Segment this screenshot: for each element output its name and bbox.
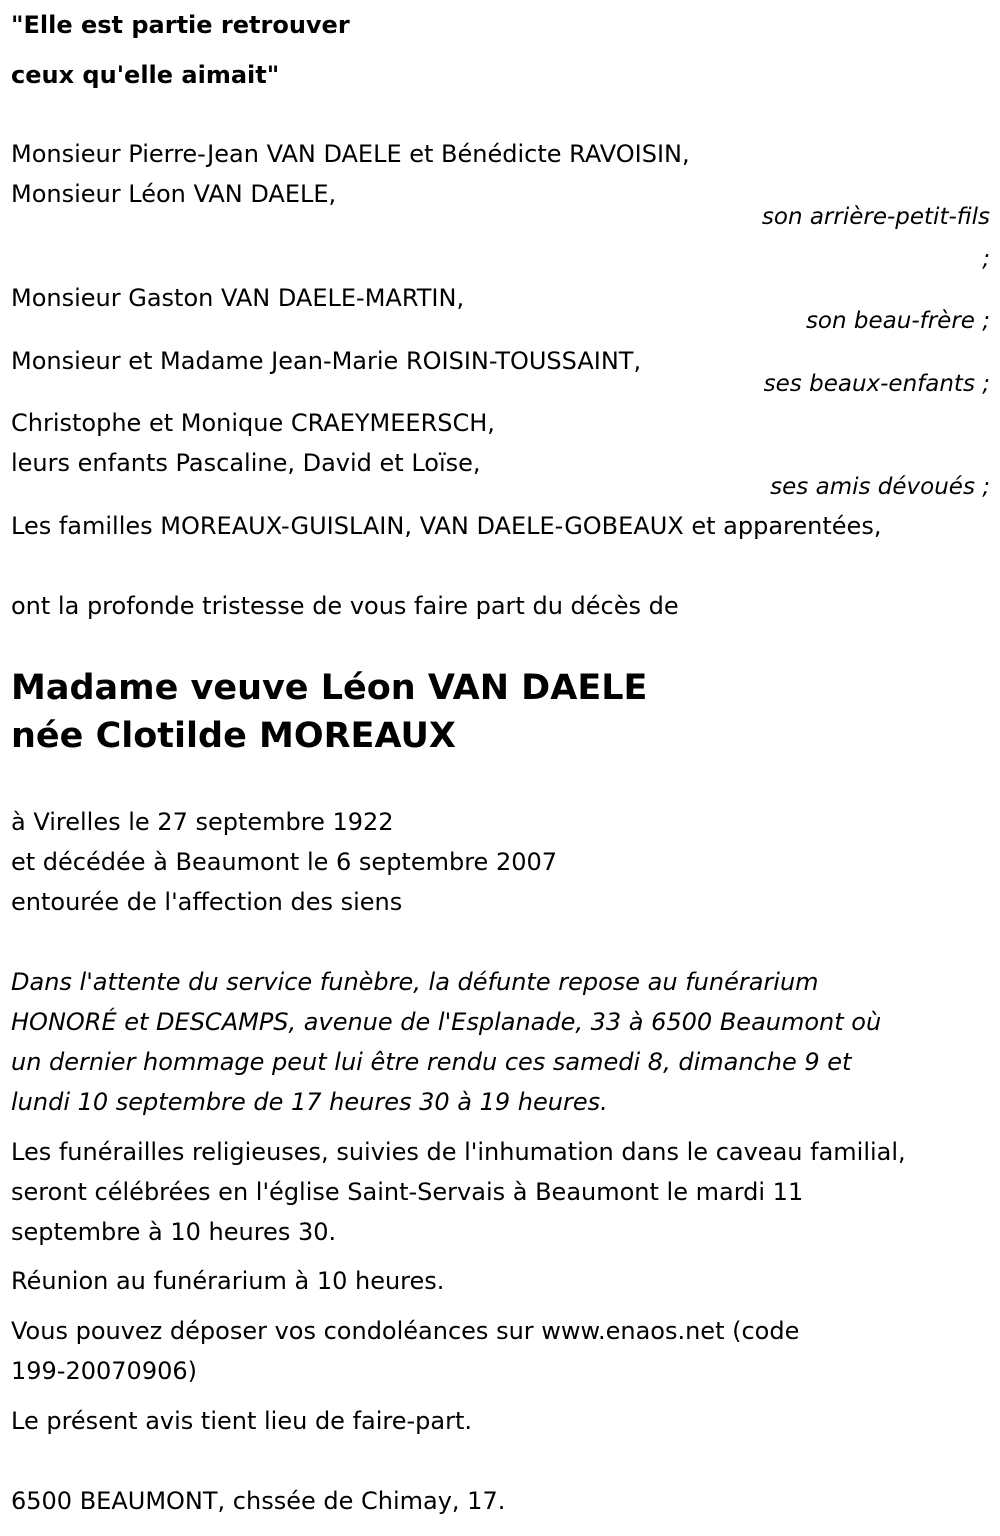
notice-line: Le présent avis tient lieu de faire-part. xyxy=(11,1407,473,1435)
family-group4-line-1: Christophe et Monique CRAEYMEERSCH, xyxy=(11,409,495,437)
deceased-name-line-1: Madame veuve Léon VAN DAELE xyxy=(11,668,648,708)
visitation-line-2: HONORÉ et DESCAMPS, avenue de l'Esplanade, 33 à 6500 Beaumont où xyxy=(11,1008,882,1036)
role-devoted-friends: ses amis dévoués ; xyxy=(770,474,990,500)
family-group1-line-1: Monsieur Pierre-Jean VAN DAELE et Bénédicte RAVOISIN, xyxy=(11,140,690,168)
condolences-line-1: Vous pouvez déposer vos condoléances sur www.enaos.net (code xyxy=(11,1317,800,1345)
birth-line: à Virelles le 27 septembre 1922 xyxy=(11,808,394,836)
visitation-line-1: Dans l'attente du service funèbre, la défunte repose au funérarium xyxy=(11,968,819,996)
quote-line-2: ceux qu'elle aimait" xyxy=(11,61,280,89)
family-group5-line: Les familles MOREAUX-GUISLAIN, VAN DAELE-GOBEAUX et apparentées, xyxy=(11,512,882,540)
death-line: et décédée à Beaumont le 6 septembre 2007 xyxy=(11,848,558,876)
role-great-grandson: son arrière-petit-fils xyxy=(761,204,990,230)
announcement-text: ont la profonde tristesse de vous faire part du décès de xyxy=(11,592,679,620)
condolences-line-2: 199-20070906) xyxy=(11,1357,197,1385)
family-group1-line-2: Monsieur Léon VAN DAELE, xyxy=(11,180,337,208)
family-group2-line: Monsieur Gaston VAN DAELE-MARTIN, xyxy=(11,284,465,312)
role-semicolon: ; xyxy=(982,246,990,272)
funeral-line-1: Les funérailles religieuses, suivies de l'inhumation dans le caveau familial, xyxy=(11,1138,906,1166)
address-line: 6500 BEAUMONT, chssée de Chimay, 17. xyxy=(11,1487,506,1515)
visitation-line-3: un dernier hommage peut lui être rendu ces samedi 8, dimanche 9 et xyxy=(11,1048,852,1076)
visitation-line-4: lundi 10 septembre de 17 heures 30 à 19 heures. xyxy=(11,1088,608,1116)
role-step-children: ses beaux-enfants ; xyxy=(763,371,990,397)
role-brother-in-law: son beau-frère ; xyxy=(805,308,990,334)
family-group3-line: Monsieur et Madame Jean-Marie ROISIN-TOUSSAINT, xyxy=(11,347,642,375)
surrounded-line: entourée de l'affection des siens xyxy=(11,888,403,916)
family-group4-line-2: leurs enfants Pascaline, David et Loïse, xyxy=(11,449,481,477)
funeral-line-3: septembre à 10 heures 30. xyxy=(11,1218,337,1246)
deceased-name-line-2: née Clotilde MOREAUX xyxy=(11,716,456,756)
quote-line-1: "Elle est partie retrouver xyxy=(11,11,350,39)
funeral-line-2: seront célébrées en l'église Saint-Servais à Beaumont le mardi 11 xyxy=(11,1178,804,1206)
meeting-line: Réunion au funérarium à 10 heures. xyxy=(11,1267,445,1295)
